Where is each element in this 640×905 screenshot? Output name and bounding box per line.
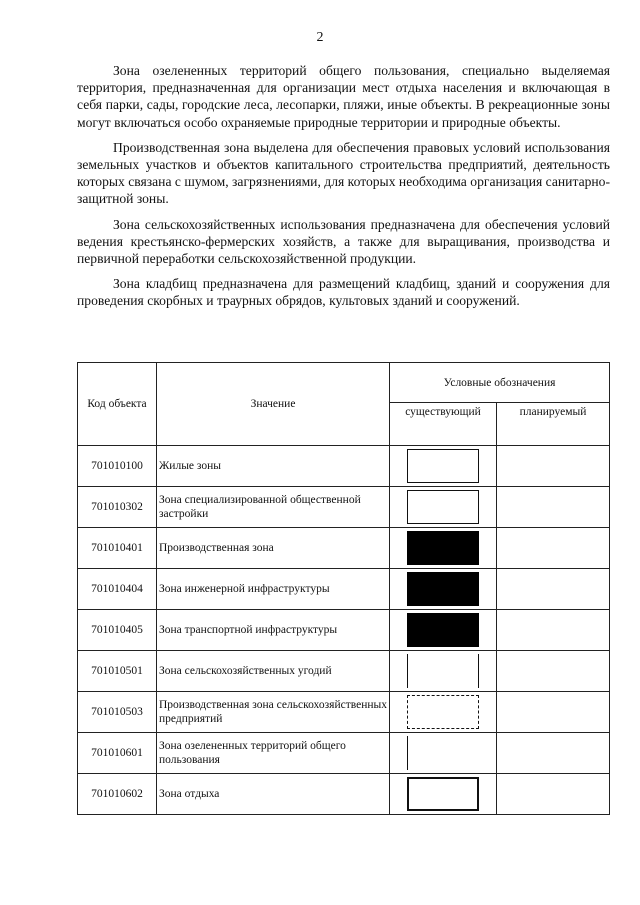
left-line-swatch-icon [407, 736, 479, 770]
paragraph-green-zone: Зона озелененных территорий общего пользования, специально выделяемая территория, предназначенная для организации мест отдыха населения и включающая в себя парки, сады, городские леса, лесопарки, пляжи, иные объекты. В рекреационные зоны могут включаться особо охраняемые природные территории и природные объекты. [77, 63, 610, 130]
black-filled-swatch-icon [407, 572, 479, 606]
thick-outline-swatch-icon [407, 777, 479, 811]
zone-name: Зона озелененных территорий общего пользования [157, 733, 390, 774]
table-row [78, 487, 610, 528]
table-row [78, 692, 610, 733]
header-existing: существующий [390, 403, 497, 446]
zone-name: Жилые зоны [157, 446, 390, 487]
object-code: 701010405 [78, 610, 157, 651]
body-text [77, 62, 610, 318]
existing-symbol-cell [390, 528, 497, 569]
existing-symbol-cell [390, 446, 497, 487]
object-code: 701010501 [78, 651, 157, 692]
table-row [78, 774, 610, 815]
header-legend: Условные обозначения [390, 363, 610, 403]
object-code: 701010302 [78, 487, 157, 528]
black-filled-swatch-icon [407, 531, 479, 565]
planned-symbol-cell [497, 569, 610, 610]
object-code: 701010601 [78, 733, 157, 774]
planned-symbol-cell [497, 774, 610, 815]
existing-symbol-cell [390, 610, 497, 651]
table-row [78, 733, 610, 774]
page-number: 2 [316, 30, 324, 45]
table-row [78, 446, 610, 487]
paragraph-industrial-zone: Производственная зона выделена для обеспечения правовых условий использования земельных участков и объектов капитального строительства предприятий, деятельность которых связана с шумом, загрязнениями, для которых необходима организация санитарно-защитной зоны. [77, 139, 610, 207]
zone-name: Производственная зона [157, 528, 390, 569]
existing-symbol-cell [390, 733, 497, 774]
outline-swatch-icon [407, 490, 479, 524]
object-code: 701010404 [78, 569, 157, 610]
zone-name: Зона транспортной инфраструктуры [157, 610, 390, 651]
zone-name: Зона сельскохозяйственных угодий [157, 651, 390, 692]
black-filled-swatch-icon [407, 613, 479, 647]
zone-name: Производственная зона сельскохозяйственных предприятий [157, 692, 390, 733]
planned-symbol-cell [497, 733, 610, 774]
table-row [78, 610, 610, 651]
existing-symbol-cell [390, 569, 497, 610]
table-row [78, 569, 610, 610]
header-planned: планируемый [497, 403, 610, 446]
zone-name: Зона отдыха [157, 774, 390, 815]
existing-symbol-cell [390, 692, 497, 733]
header-code: Код объекта [78, 363, 157, 446]
planned-symbol-cell [497, 487, 610, 528]
object-code: 701010401 [78, 528, 157, 569]
table-row [78, 651, 610, 692]
dashed-swatch-icon [407, 695, 479, 729]
table-header-row [78, 363, 610, 403]
zone-name: Зона специализированной общественной застройки [157, 487, 390, 528]
planned-symbol-cell [497, 610, 610, 651]
existing-symbol-cell [390, 651, 497, 692]
table-row [78, 528, 610, 569]
zone-legend-table [77, 362, 610, 815]
planned-symbol-cell [497, 692, 610, 733]
side-lines-swatch-icon [407, 654, 479, 688]
zone-name: Зона инженерной инфраструктуры [157, 569, 390, 610]
object-code: 701010100 [78, 446, 157, 487]
object-code: 701010503 [78, 692, 157, 733]
planned-symbol-cell [497, 446, 610, 487]
header-value: Значение [157, 363, 390, 446]
object-code: 701010602 [78, 774, 157, 815]
existing-symbol-cell [390, 487, 497, 528]
planned-symbol-cell [497, 651, 610, 692]
existing-symbol-cell [390, 774, 497, 815]
paragraph-agricultural-zone: Зона сельскохозяйственных использования предназначена для обеспечения условий ведения крестьянско-фермерских хозяйств, а также для выращивания, производства и первичной переработки сельскохозяйственной продукции. [77, 216, 610, 267]
planned-symbol-cell [497, 528, 610, 569]
outline-swatch-icon [407, 449, 479, 483]
paragraph-cemetery-zone: Зона кладбищ предназначена для размещений кладбищ, зданий и сооружения для проведения скорбных и траурных обрядов, культовых зданий и сооружений. [77, 276, 610, 309]
